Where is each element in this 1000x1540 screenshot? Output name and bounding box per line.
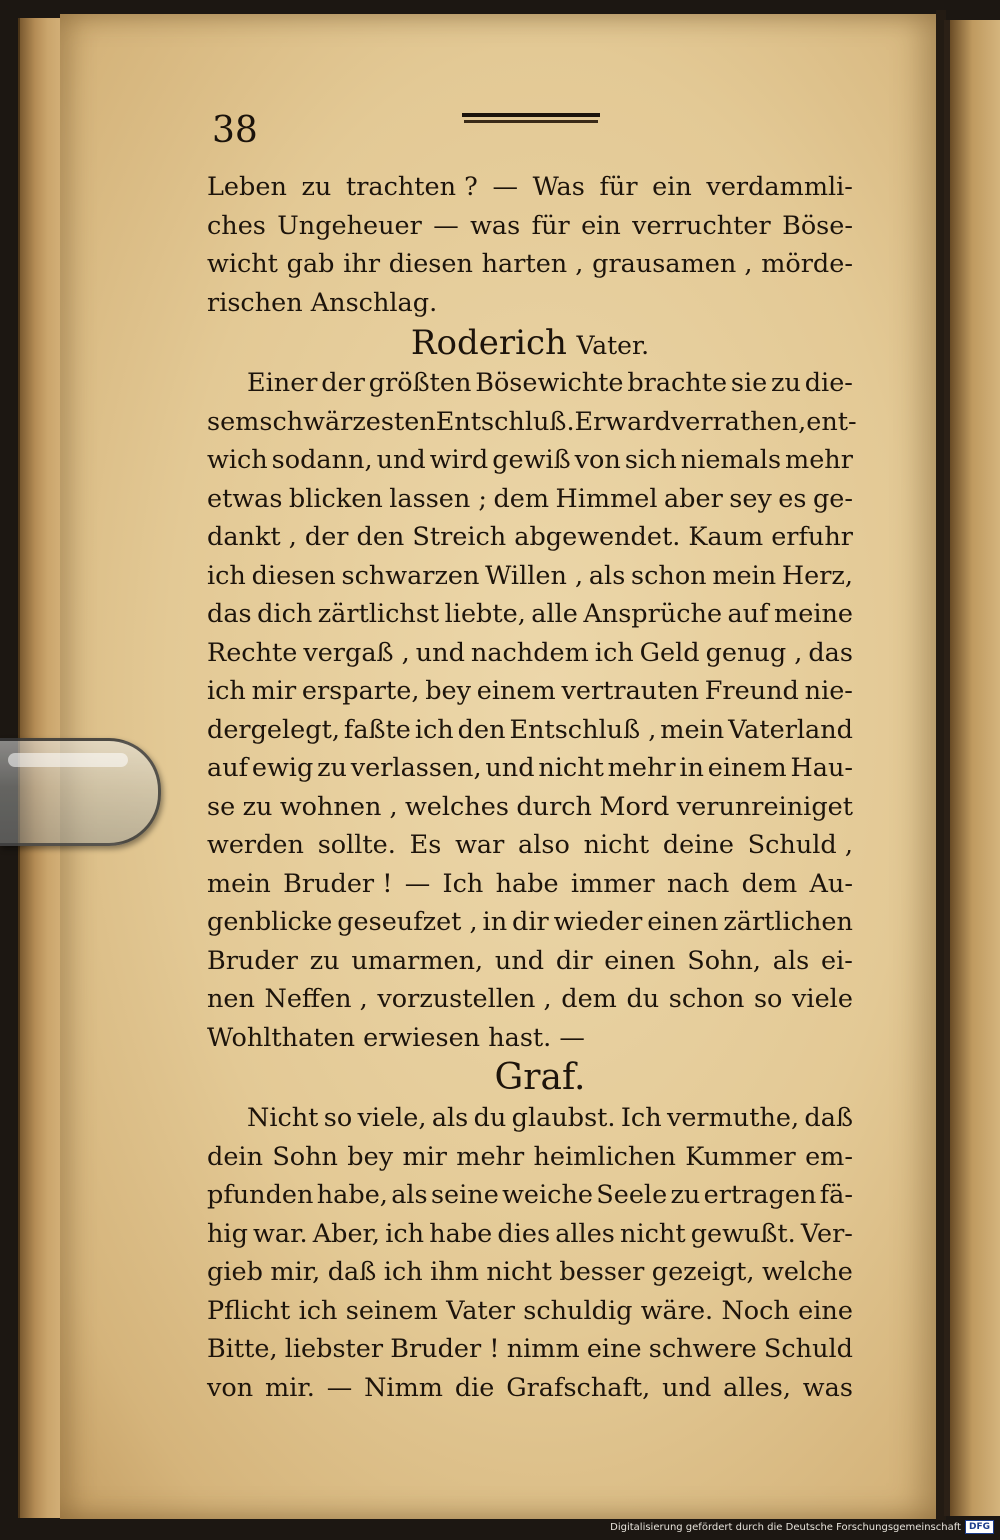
word: genblicke bbox=[207, 907, 333, 937]
word: gezeigt, bbox=[651, 1257, 755, 1287]
word: wäre. bbox=[640, 1295, 714, 1326]
word: Hau- bbox=[790, 753, 853, 783]
word: der bbox=[321, 368, 365, 398]
word: nach bbox=[666, 868, 730, 899]
word: vorzustellen , bbox=[377, 984, 552, 1014]
word: Entschluß. bbox=[435, 406, 575, 437]
page-text bbox=[207, 168, 857, 1407]
word: wird bbox=[429, 445, 489, 475]
word: — bbox=[433, 210, 459, 241]
word: schon bbox=[668, 984, 745, 1014]
word: einem bbox=[476, 676, 556, 706]
word: besser bbox=[559, 1257, 645, 1287]
word: alles, bbox=[723, 1372, 791, 1403]
paragraph-graf bbox=[207, 1099, 853, 1407]
word: in bbox=[482, 907, 508, 937]
word: sich bbox=[624, 445, 677, 475]
word: wicht bbox=[207, 249, 278, 279]
word: gewußt. bbox=[690, 1218, 796, 1249]
word: Wohlthaten erwiesen hast. — bbox=[207, 1022, 585, 1053]
word: Seele bbox=[596, 1180, 668, 1210]
word: dich bbox=[257, 599, 313, 629]
word: Kummer bbox=[685, 1141, 796, 1172]
text-line bbox=[207, 480, 853, 519]
word: die- bbox=[804, 368, 853, 398]
word: für bbox=[531, 210, 570, 241]
word: ich bbox=[594, 637, 634, 668]
word: dem bbox=[561, 984, 617, 1014]
word: dem bbox=[493, 483, 550, 514]
word: der bbox=[304, 522, 349, 552]
text-line bbox=[207, 903, 853, 942]
word: schwarzen bbox=[341, 560, 480, 591]
word: was bbox=[802, 1372, 853, 1403]
paragraph-roderich bbox=[207, 364, 857, 1057]
dfg-logo: DFG bbox=[965, 1520, 994, 1534]
word: schwere bbox=[648, 1334, 757, 1364]
text-line bbox=[207, 711, 853, 750]
word: alles bbox=[555, 1218, 615, 1249]
word: Ver- bbox=[800, 1218, 853, 1249]
text-line bbox=[207, 595, 853, 634]
word: umarmen, bbox=[351, 945, 484, 976]
word: in bbox=[679, 753, 704, 783]
word: nen bbox=[207, 984, 255, 1014]
word: mörde- bbox=[761, 249, 853, 279]
word: ich bbox=[383, 1257, 423, 1287]
word: verrathen, bbox=[670, 406, 807, 437]
word: Bruder ! bbox=[390, 1334, 500, 1364]
word: alle bbox=[531, 599, 578, 629]
word: so bbox=[323, 1103, 353, 1133]
word: vertrauten bbox=[561, 676, 699, 706]
paragraph-opening bbox=[207, 168, 853, 322]
word: ich bbox=[385, 1218, 425, 1249]
text-line bbox=[207, 1253, 853, 1292]
text-line bbox=[207, 1138, 853, 1177]
word: wich bbox=[207, 445, 268, 475]
word: einem bbox=[707, 753, 787, 783]
word: Neffen , bbox=[264, 984, 368, 1014]
text-line bbox=[207, 634, 853, 673]
word: liebte, bbox=[444, 599, 526, 629]
word: Pflicht bbox=[207, 1295, 291, 1326]
word: welches bbox=[404, 791, 509, 822]
word: verunreiniget bbox=[676, 791, 853, 822]
text-line bbox=[207, 672, 853, 711]
word: grausamen , bbox=[592, 249, 753, 279]
word: faßte bbox=[343, 714, 411, 745]
speaker-direction: Vater. bbox=[576, 331, 650, 360]
word: ich bbox=[414, 714, 454, 745]
word: von bbox=[574, 445, 621, 475]
text-line bbox=[207, 1330, 853, 1369]
word: bey bbox=[347, 1141, 394, 1172]
word: was bbox=[470, 210, 521, 241]
word: Himmel bbox=[555, 483, 658, 514]
word: gab bbox=[286, 249, 335, 279]
word: Leben bbox=[207, 172, 287, 202]
word: ihr bbox=[343, 249, 381, 279]
word: — bbox=[326, 1372, 353, 1403]
word: Willen , bbox=[485, 560, 584, 591]
word: Ungeheuer bbox=[277, 210, 422, 241]
word: nicht bbox=[620, 1218, 686, 1249]
word: werden bbox=[207, 830, 304, 860]
word: Mord bbox=[599, 791, 670, 822]
text-line bbox=[207, 788, 853, 827]
word: den bbox=[356, 522, 405, 552]
word: meine bbox=[774, 599, 853, 629]
word: es bbox=[778, 483, 807, 514]
word: daß bbox=[327, 1257, 377, 1287]
word: schuldig bbox=[523, 1295, 633, 1326]
word: blicken bbox=[288, 483, 383, 514]
word: schon bbox=[631, 560, 707, 591]
word: war. bbox=[253, 1218, 308, 1249]
word: habe, bbox=[316, 1180, 388, 1210]
text-line bbox=[207, 1369, 853, 1408]
speaker-name: Graf. bbox=[494, 1057, 586, 1098]
word: erfuhr bbox=[771, 522, 853, 552]
word: mir, bbox=[270, 1257, 321, 1287]
word: und bbox=[485, 753, 535, 783]
word: Er bbox=[574, 406, 606, 437]
word: — bbox=[404, 868, 431, 899]
word: Streich bbox=[412, 522, 507, 552]
word: zu bbox=[670, 1180, 701, 1210]
text-line bbox=[207, 1019, 853, 1058]
word: durch bbox=[516, 791, 592, 822]
word: Ich bbox=[442, 868, 484, 899]
word: genug , bbox=[705, 637, 803, 668]
digitization-credit bbox=[610, 1520, 994, 1534]
word: einen bbox=[647, 907, 719, 937]
word: nicht bbox=[538, 753, 604, 783]
word: mir. bbox=[265, 1372, 315, 1403]
word: Entschluß , bbox=[509, 714, 657, 745]
word: habe bbox=[495, 868, 559, 899]
word: seinem bbox=[345, 1295, 438, 1326]
word: abgewendet. bbox=[514, 522, 681, 552]
word: Vaterland bbox=[728, 714, 853, 745]
word: als bbox=[588, 560, 626, 591]
word: Böse- bbox=[782, 210, 853, 241]
word: geseufzet , bbox=[337, 907, 478, 937]
text-line bbox=[207, 518, 853, 557]
word: als bbox=[391, 1180, 428, 1210]
word: Vater bbox=[446, 1295, 515, 1326]
text-line bbox=[207, 1099, 853, 1138]
word: auf bbox=[207, 753, 249, 783]
word: Bitte, bbox=[207, 1334, 278, 1364]
word: diesen bbox=[388, 249, 473, 279]
word: sey bbox=[729, 483, 772, 514]
word: sodann, bbox=[271, 445, 373, 475]
word: daß bbox=[804, 1103, 853, 1133]
word: dir bbox=[512, 907, 549, 937]
word: liebster bbox=[284, 1334, 384, 1364]
word: dies bbox=[497, 1218, 551, 1249]
word: vergaß , bbox=[303, 637, 410, 668]
word: mehr bbox=[607, 753, 676, 783]
facing-page-edge bbox=[944, 20, 1000, 1516]
text-line bbox=[207, 207, 853, 246]
word: aber bbox=[663, 483, 723, 514]
word: wieder bbox=[553, 907, 643, 937]
word: deine bbox=[662, 830, 734, 860]
word: Was bbox=[532, 172, 585, 202]
word: mein bbox=[712, 560, 777, 591]
word: eine bbox=[798, 1295, 853, 1326]
word: ge- bbox=[812, 483, 853, 514]
word: nie- bbox=[804, 676, 853, 706]
word: mir bbox=[251, 676, 297, 706]
word: Freund bbox=[704, 676, 799, 706]
word: größten bbox=[368, 368, 472, 398]
text-line bbox=[207, 284, 853, 323]
word: ei- bbox=[821, 945, 853, 976]
word: hig bbox=[207, 1218, 248, 1249]
text-line bbox=[207, 1292, 853, 1331]
word: so bbox=[753, 984, 783, 1014]
text-line bbox=[207, 441, 853, 480]
word: Schuld , bbox=[747, 830, 853, 860]
word: nimm bbox=[506, 1334, 580, 1364]
word: für bbox=[599, 172, 638, 202]
word: schwärzesten bbox=[259, 406, 436, 437]
word: Einer bbox=[247, 368, 318, 398]
text-line bbox=[207, 168, 853, 207]
word: dergelegt, bbox=[207, 714, 340, 745]
word: als bbox=[772, 945, 810, 976]
word: mein bbox=[207, 868, 271, 899]
word: zu bbox=[301, 172, 332, 202]
word: heimlichen bbox=[533, 1141, 676, 1172]
word: sem bbox=[207, 406, 260, 437]
word: also bbox=[518, 830, 570, 860]
word: eine bbox=[586, 1334, 642, 1364]
word: du bbox=[626, 984, 660, 1014]
word: se bbox=[207, 791, 236, 822]
word: den bbox=[457, 714, 506, 745]
word: Kaum bbox=[688, 522, 764, 552]
word: diesen bbox=[251, 560, 336, 591]
speaker-heading-graf bbox=[207, 1057, 853, 1099]
word: etwas bbox=[207, 483, 283, 514]
word: Au- bbox=[809, 868, 853, 899]
word: Nicht bbox=[247, 1103, 319, 1133]
word: ewig bbox=[251, 753, 314, 783]
text-line bbox=[207, 403, 857, 442]
word: du bbox=[473, 1103, 507, 1133]
word: von bbox=[207, 1372, 254, 1403]
word: zu bbox=[242, 791, 273, 822]
word: Ich bbox=[620, 1103, 662, 1133]
word: und bbox=[662, 1372, 712, 1403]
word: zärtlichen bbox=[723, 907, 853, 937]
word: niemals bbox=[680, 445, 782, 475]
word: verlassen, bbox=[350, 753, 482, 783]
word: ich bbox=[298, 1295, 338, 1326]
word: Sohn bbox=[272, 1141, 338, 1172]
word: einen bbox=[604, 945, 676, 976]
word: viele, bbox=[357, 1103, 427, 1133]
word: ertragen bbox=[703, 1180, 817, 1210]
header-ornament-rule bbox=[462, 113, 600, 125]
word: ich bbox=[207, 560, 246, 591]
word: das bbox=[207, 599, 252, 629]
text-line bbox=[207, 1176, 853, 1215]
word: dankt , bbox=[207, 522, 297, 552]
word: pfunden bbox=[207, 1180, 314, 1210]
page-holder-clip bbox=[0, 738, 161, 846]
word: — bbox=[492, 172, 518, 202]
text-line bbox=[207, 245, 853, 284]
word: dir bbox=[555, 945, 593, 976]
word: bey bbox=[425, 676, 472, 706]
word: ihm bbox=[430, 1257, 479, 1287]
word: verdammli- bbox=[706, 172, 853, 202]
word: Ansprüche bbox=[583, 599, 723, 629]
speaker-name: Roderich bbox=[410, 323, 567, 363]
text-line bbox=[207, 980, 853, 1019]
text-line bbox=[207, 942, 853, 981]
word: fä- bbox=[819, 1180, 853, 1210]
word: sollte. bbox=[317, 830, 396, 860]
word: gieb bbox=[207, 1257, 263, 1287]
word: weiche bbox=[502, 1180, 593, 1210]
word: auf bbox=[727, 599, 769, 629]
word: gewiß bbox=[492, 445, 571, 475]
text-line bbox=[207, 364, 853, 403]
word: rischen Anschlag. bbox=[207, 287, 438, 318]
word: mehr bbox=[785, 445, 853, 475]
text-line bbox=[207, 826, 853, 865]
word: zärtlichst bbox=[317, 599, 440, 629]
word: vermuthe, bbox=[666, 1103, 800, 1133]
word: immer bbox=[570, 868, 655, 899]
word: ersparte, bbox=[301, 676, 420, 706]
word: war bbox=[455, 830, 505, 860]
word: dem bbox=[741, 868, 798, 899]
word: wohnen , bbox=[279, 791, 398, 822]
word: Rechte bbox=[207, 637, 298, 668]
word: und bbox=[494, 945, 545, 976]
word: nachdem bbox=[470, 637, 589, 668]
word: Bösewichte bbox=[475, 368, 624, 398]
word: verruchter bbox=[632, 210, 771, 241]
word: viele bbox=[792, 984, 853, 1014]
word: Grafschaft, bbox=[506, 1372, 651, 1403]
word: Noch bbox=[721, 1295, 790, 1326]
word: ches bbox=[207, 210, 266, 241]
word: ein bbox=[652, 172, 692, 202]
credit-text: Digitalisierung gefördert durch die Deutsche Forschungsgemeinschaft bbox=[610, 1521, 961, 1533]
speaker-heading-roderich bbox=[207, 322, 853, 364]
word: habe bbox=[429, 1218, 493, 1249]
word: mein bbox=[660, 714, 725, 745]
word: ward bbox=[605, 406, 671, 437]
word: seine bbox=[430, 1180, 499, 1210]
word: Bruder ! bbox=[283, 868, 393, 899]
word: nicht bbox=[583, 830, 650, 860]
word: Aber, bbox=[312, 1218, 381, 1249]
word: ein bbox=[581, 210, 621, 241]
word: nicht bbox=[486, 1257, 552, 1287]
word: welche bbox=[762, 1257, 853, 1287]
word: die bbox=[454, 1372, 495, 1403]
word: Bruder bbox=[207, 945, 298, 976]
word: zu bbox=[317, 753, 347, 783]
word: trachten ? bbox=[345, 172, 478, 202]
word: em- bbox=[805, 1141, 853, 1172]
text-line bbox=[207, 865, 853, 904]
word: und bbox=[376, 445, 426, 475]
text-line bbox=[207, 1215, 853, 1254]
word: sie bbox=[730, 368, 768, 398]
word: Sohn, bbox=[687, 945, 762, 976]
word: Es bbox=[409, 830, 442, 860]
word: als bbox=[431, 1103, 469, 1133]
word: Herz, bbox=[781, 560, 853, 591]
word: lassen ; bbox=[389, 483, 488, 514]
word: Nimm bbox=[364, 1372, 443, 1403]
word: harten , bbox=[481, 249, 584, 279]
word: ich bbox=[207, 676, 246, 706]
word: glaubst. bbox=[511, 1103, 616, 1133]
word: brachte bbox=[627, 368, 728, 398]
word: ent- bbox=[806, 406, 857, 437]
word: zu bbox=[309, 945, 340, 976]
word: und bbox=[415, 637, 465, 668]
word: mehr bbox=[456, 1141, 525, 1172]
text-line bbox=[207, 749, 853, 788]
page-number: 38 bbox=[212, 110, 258, 151]
word: mir bbox=[402, 1141, 447, 1172]
word: Geld bbox=[639, 637, 700, 668]
word: zu bbox=[771, 368, 801, 398]
text-line bbox=[207, 557, 853, 596]
word: das bbox=[808, 637, 853, 668]
word: Schuld bbox=[763, 1334, 853, 1364]
word: dein bbox=[207, 1141, 263, 1172]
